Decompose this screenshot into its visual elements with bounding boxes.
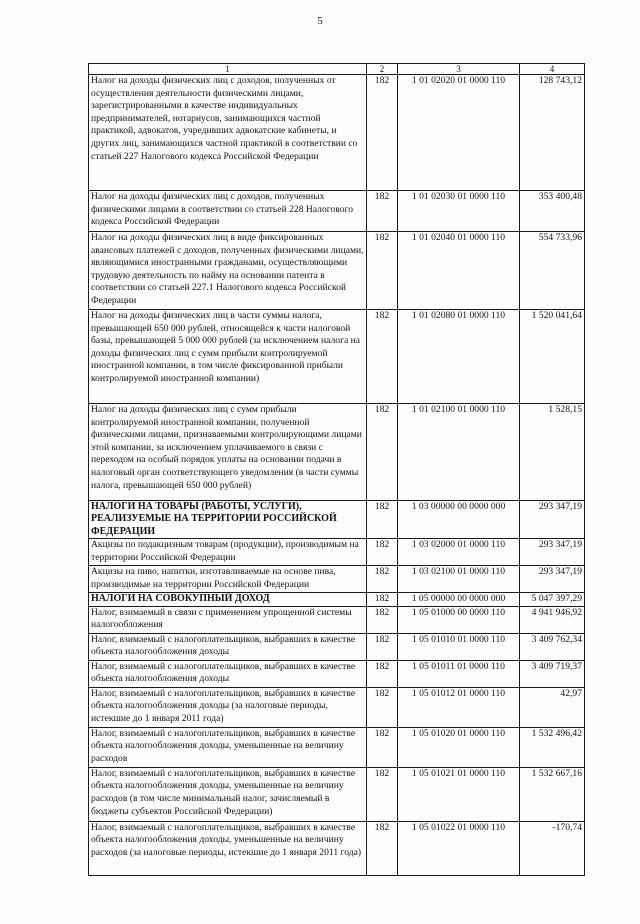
row-amount: 1 532 496,42	[520, 727, 585, 767]
row-amount: 5 047 397,29	[520, 593, 585, 607]
row-amount: -170,74	[520, 821, 585, 875]
table-row	[89, 727, 585, 767]
row-name: Налог, взимаемый с налогоплательщиков, выбравших в качестве объекта налогообложения доходы, уменьшенные на величину расходов	[89, 727, 367, 767]
row-amount: 3 409 762,34	[520, 633, 585, 660]
table-row	[89, 606, 585, 633]
row-name: Налог, взимаемый в связи с применением упрощенной системы налогообложения	[89, 606, 367, 633]
row-budget-code: 1 05 01021 01 0000 110	[398, 767, 520, 821]
table-row	[89, 310, 585, 404]
row-name: Налог на доходы физических лиц с доходов, полученных физическими лицами в соответствии со статьей 228 Налогового кодекса Российской Федерации	[89, 191, 367, 232]
row-admin-code: 182	[367, 727, 398, 767]
row-name: НАЛОГИ НА ТОВАРЫ (РАБОТЫ, УСЛУГИ), РЕАЛИЗУЕМЫЕ НА ТЕРРИТОРИИ РОССИЙСКОЙ ФЕДЕРАЦИИ	[89, 501, 367, 539]
row-budget-code: 1 05 01022 01 0000 110	[398, 821, 520, 875]
table-header-row	[89, 64, 585, 75]
row-name: Налог на доходы физических лиц в виде фиксированных авансовых платежей с доходов, полученных физическими лицами, являющимися иностранными гражданами, осуществляющими трудовую деятельность по найму на основании патента в соответствии со статьей 227.1 Налогового кодекса Российской Федерации	[89, 232, 367, 310]
table-row	[89, 501, 585, 539]
row-amount: 128 743,12	[520, 75, 585, 191]
table-row	[89, 191, 585, 232]
row-amount: 293 347,19	[520, 501, 585, 539]
table-row	[89, 566, 585, 593]
table-row	[89, 821, 585, 875]
row-budget-code: 1 05 01020 01 0000 110	[398, 727, 520, 767]
row-admin-code: 182	[367, 606, 398, 633]
row-name: Налог, взимаемый с налогоплательщиков, выбравших в качестве объекта налогообложения доходы	[89, 660, 367, 687]
page-number: 5	[317, 15, 323, 27]
row-budget-code: 1 01 02080 01 0000 110	[398, 310, 520, 404]
row-admin-code: 182	[367, 687, 398, 727]
row-amount: 4 941 946,92	[520, 606, 585, 633]
row-name: Налог на доходы физических лиц с сумм прибыли контролируемой иностранной компании, полученной физическими лицами, признаваемыми контролирующими лицами этой компании, за исключением уплачиваемого в связи с переходом на особый порядок уплаты на основании подачи в налоговый орган соответствующего уведомления (в части суммы налога, превышающей 650 000 рублей)	[89, 404, 367, 501]
row-admin-code: 182	[367, 191, 398, 232]
header-col-3: 3	[398, 64, 520, 75]
row-name: НАЛОГИ НА СОВОКУПНЫЙ ДОХОД	[89, 593, 367, 607]
row-budget-code: 1 03 02000 01 0000 110	[398, 539, 520, 566]
row-amount: 42,97	[520, 687, 585, 727]
row-admin-code: 182	[367, 660, 398, 687]
row-name: Налог на доходы физических лиц в части суммы налога, превышающей 650 000 рублей, относящейся к части налоговой базы, превышающей 5 000 000 рублей (за исключением налога на доходы физических лиц с сумм прибыли контролируемой иностранной компании, в том числе фиксированной прибыли контролируемой иностранной компании)	[89, 310, 367, 404]
row-admin-code: 182	[367, 633, 398, 660]
row-name: Налог, взимаемый с налогоплательщиков, выбравших в качестве объекта налогообложения доходы, уменьшенные на величину расходов (в том числе минимальный налог, зачисляемый в бюджеты субъектов Российской Федерации)	[89, 767, 367, 821]
row-amount: 1 520 041,64	[520, 310, 585, 404]
row-name: Налог, взимаемый с налогоплательщиков, выбравших в качестве объекта налогообложения доходы (за налоговые периоды, истекшие до 1 января 2011 года)	[89, 687, 367, 727]
row-admin-code: 182	[367, 566, 398, 593]
row-admin-code: 182	[367, 501, 398, 539]
header-col-4: 4	[520, 64, 585, 75]
revenue-table	[88, 63, 585, 876]
row-admin-code: 182	[367, 593, 398, 607]
row-amount: 353 400,48	[520, 191, 585, 232]
table-row	[89, 404, 585, 501]
table-row	[89, 232, 585, 310]
row-admin-code: 182	[367, 539, 398, 566]
table-row	[89, 593, 585, 607]
row-admin-code: 182	[367, 767, 398, 821]
row-amount: 3 409 719,37	[520, 660, 585, 687]
row-budget-code: 1 03 00000 00 0000 000	[398, 501, 520, 539]
row-admin-code: 182	[367, 75, 398, 191]
table-row	[89, 767, 585, 821]
row-budget-code: 1 01 02040 01 0000 110	[398, 232, 520, 310]
table-row	[89, 633, 585, 660]
header-col-2: 2	[367, 64, 398, 75]
row-amount: 1 532 667,16	[520, 767, 585, 821]
row-budget-code: 1 05 01012 01 0000 110	[398, 687, 520, 727]
row-admin-code: 182	[367, 821, 398, 875]
table-row	[89, 687, 585, 727]
row-budget-code: 1 01 02100 01 0000 110	[398, 404, 520, 501]
row-amount: 293 347,19	[520, 566, 585, 593]
table-row	[89, 660, 585, 687]
row-amount: 293 347,19	[520, 539, 585, 566]
row-admin-code: 182	[367, 232, 398, 310]
row-budget-code: 1 03 02100 01 0000 110	[398, 566, 520, 593]
row-admin-code: 182	[367, 310, 398, 404]
row-name: Налог, взимаемый с налогоплательщиков, выбравших в качестве объекта налогообложения доходы	[89, 633, 367, 660]
row-budget-code: 1 01 02020 01 0000 110	[398, 75, 520, 191]
table-row	[89, 539, 585, 566]
header-col-1: 1	[89, 64, 367, 75]
row-name: Налог, взимаемый с налогоплательщиков, выбравших в качестве объекта налогообложения доходы, уменьшенные на величину расходов (за налоговые периоды, истекшие до 1 января 2011 года)	[89, 821, 367, 875]
row-name: Акцизы по подакцизным товарам (продукции), производимым на территории Российской Федерации	[89, 539, 367, 566]
row-admin-code: 182	[367, 404, 398, 501]
row-budget-code: 1 05 00000 00 0000 000	[398, 593, 520, 607]
row-name: Акцизы на пиво, напитки, изготавливаемые на основе пива, производимые на территории Российской Федерации	[89, 566, 367, 593]
row-name: Налог на доходы физических лиц с доходов, полученных от осуществления деятельности физическими лицами, зарегистрированными в качестве индивидуальных предпринимателей, нотариусов, занимающихся частной практикой, адвокатов, учредивших адвокатские кабинеты, и других лиц, занимающихся частной практикой в соответствии со статьей 227 Налогового кодекса Российской Федерации	[89, 75, 367, 191]
row-budget-code: 1 05 01000 00 0000 110	[398, 606, 520, 633]
table-row	[89, 75, 585, 191]
row-budget-code: 1 05 01010 01 0000 110	[398, 633, 520, 660]
row-budget-code: 1 01 02030 01 0000 110	[398, 191, 520, 232]
row-amount: 1 528,15	[520, 404, 585, 501]
row-amount: 554 733,96	[520, 232, 585, 310]
row-budget-code: 1 05 01011 01 0000 110	[398, 660, 520, 687]
